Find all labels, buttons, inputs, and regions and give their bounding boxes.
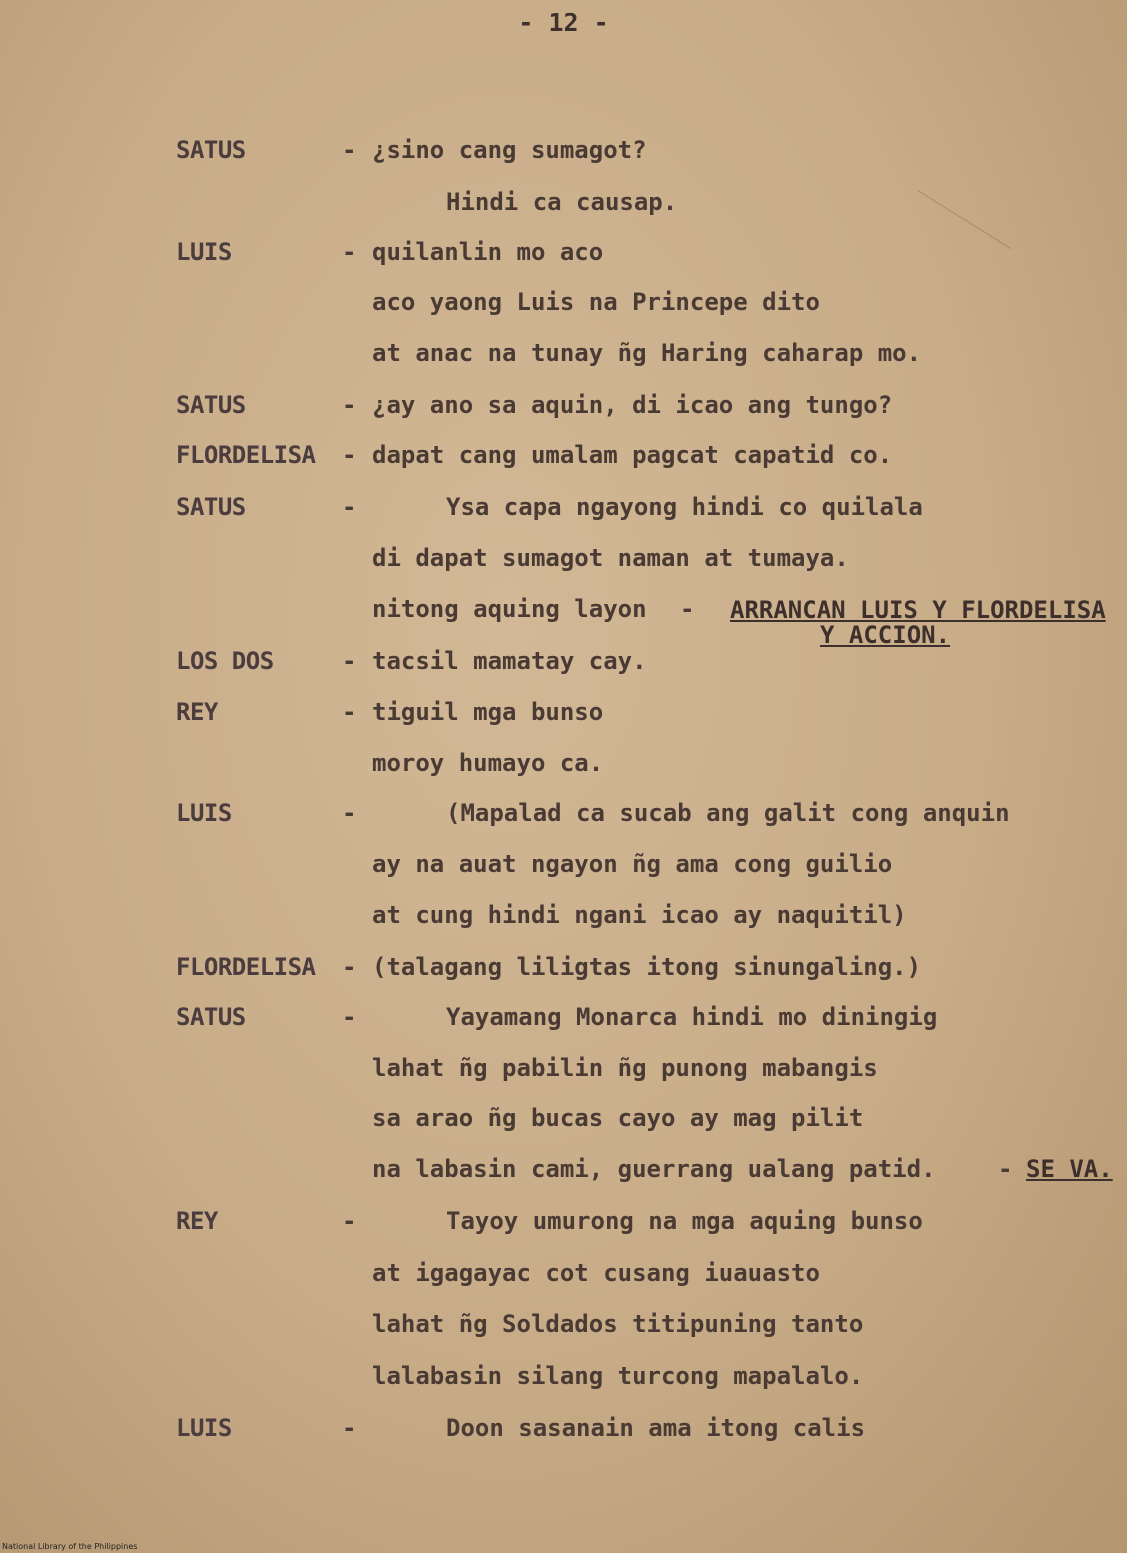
speaker-label: REY — [176, 1207, 218, 1235]
dialogue-line: lahat ñg Soldados titipuning tanto — [372, 1310, 864, 1338]
speaker-label: LUIS — [176, 799, 232, 827]
dialogue-line: lalabasin silang turcong mapalalo. — [372, 1362, 864, 1390]
dialogue-line: ¿ay ano sa aquin, di icao ang tungo? — [372, 391, 893, 419]
speaker-label: SATUS — [176, 391, 246, 419]
dialogue-line: ay na auat ngayon ñg ama cong guilio — [372, 850, 893, 878]
stage-direction-arrancan: ARRANCAN LUIS Y FLORDELISA — [730, 596, 1106, 624]
dialogue-line: Yayamang Monarca hindi mo diningig — [446, 1003, 938, 1031]
stage-direction-dash: - — [680, 595, 695, 623]
speaker-dash: - — [342, 136, 357, 164]
stage-direction-accion: Y ACCION. — [820, 621, 951, 649]
speaker-dash: - — [342, 1003, 357, 1031]
speaker-label: FLORDELISA — [176, 441, 316, 469]
speaker-label: LUIS — [176, 1414, 232, 1442]
speaker-dash: - — [342, 799, 357, 827]
stage-direction-se-va: SE VA. — [1026, 1155, 1113, 1183]
dialogue-line: quilanlin mo aco — [372, 238, 604, 266]
speaker-label: SATUS — [176, 136, 246, 164]
speaker-label: LUIS — [176, 238, 232, 266]
speaker-dash: - — [342, 698, 357, 726]
dialogue-line: nitong aquing layon — [372, 595, 647, 623]
dialogue-line: at igagayac cot cusang iuauasto — [372, 1259, 820, 1287]
dialogue-line: moroy humayo ca. — [372, 749, 604, 777]
dialogue-line: Ysa capa ngayong hindi co quilala — [446, 493, 923, 521]
dialogue-line: at anac na tunay ñg Haring caharap mo. — [372, 339, 922, 367]
dialogue-line: di dapat sumagot naman at tumaya. — [372, 544, 849, 572]
dialogue-line: dapat cang umalam pagcat capatid co. — [372, 441, 893, 469]
dialogue-line: Doon sasanain ama itong calis — [446, 1414, 866, 1442]
dialogue-line: Tayoy umurong na mga aquing bunso — [446, 1207, 923, 1235]
speaker-label: SATUS — [176, 1003, 246, 1031]
dialogue-line: aco yaong Luis na Princepe dito — [372, 288, 820, 316]
dialogue-line: ¿sino cang sumagot? — [372, 136, 647, 164]
speaker-dash: - — [342, 238, 357, 266]
dialogue-line: sa arao ñg bucas cayo ay mag pilit — [372, 1104, 864, 1132]
dialogue-line: tacsil mamatay cay. — [372, 647, 647, 675]
stage-direction-dash: - — [998, 1155, 1013, 1183]
dialogue-line: (talagang liligtas itong sinungaling.) — [372, 953, 922, 981]
speaker-dash: - — [342, 391, 357, 419]
speaker-label: SATUS — [176, 493, 246, 521]
dialogue-line: tiguil mga bunso — [372, 698, 604, 726]
speaker-dash: - — [342, 1414, 357, 1442]
speaker-dash: - — [342, 493, 357, 521]
dialogue-line: at cung hindi ngani icao ay naquitil) — [372, 901, 907, 929]
speaker-dash: - — [342, 647, 357, 675]
speaker-label: LOS DOS — [176, 647, 274, 675]
page-number: - 12 - — [518, 8, 609, 37]
speaker-dash: - — [342, 441, 357, 469]
library-footer: National Library of the Philippines — [2, 1542, 138, 1551]
dialogue-line: Hindi ca causap. — [446, 188, 678, 216]
dialogue-line: na labasin cami, guerrang ualang patid. — [372, 1155, 936, 1183]
paper-fold-crease — [917, 190, 1011, 249]
dialogue-line: lahat ñg pabilin ñg punong mabangis — [372, 1054, 878, 1082]
dialogue-line: (Mapalad ca sucab ang galit cong anquin — [446, 799, 1010, 827]
speaker-dash: - — [342, 1207, 357, 1235]
speaker-dash: - — [342, 953, 357, 981]
speaker-label: FLORDELISA — [176, 953, 316, 981]
speaker-label: REY — [176, 698, 218, 726]
